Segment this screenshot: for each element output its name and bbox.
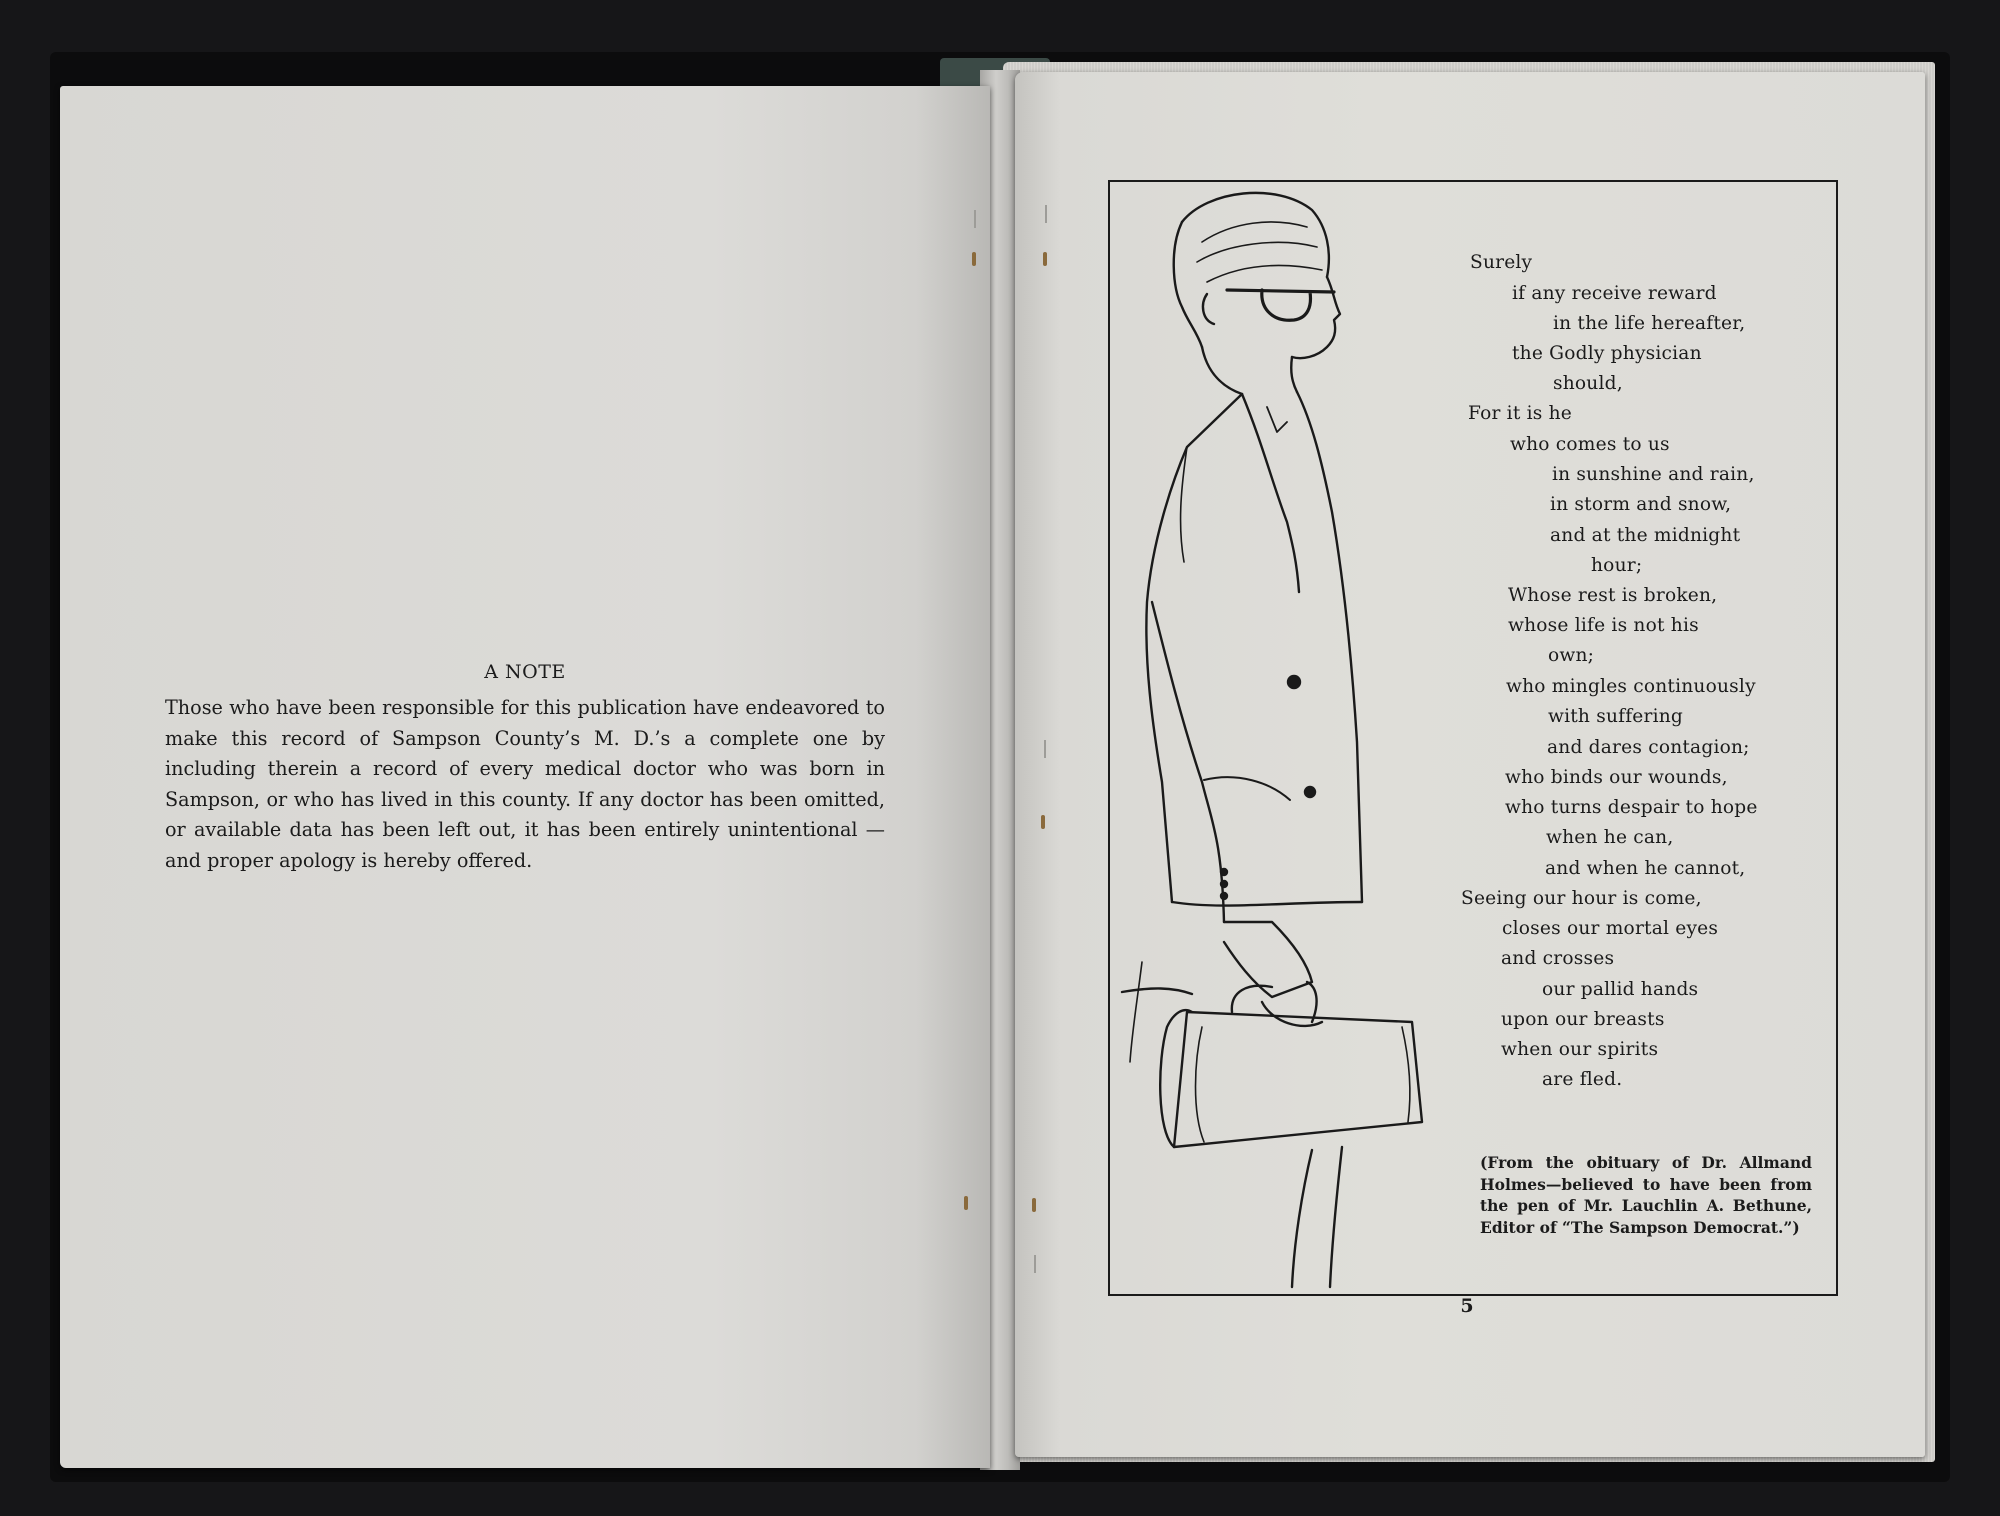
doctor-with-bag-icon <box>1112 182 1442 1292</box>
poem-line: when our spirits <box>1501 1039 1659 1060</box>
staple-mark <box>964 1196 968 1210</box>
page-number: 5 <box>1460 1295 1474 1317</box>
poem-line: when he can, <box>1546 827 1674 848</box>
poem-line: and crosses <box>1501 948 1615 969</box>
poem-line: Whose rest is broken, <box>1508 585 1718 606</box>
poem-line: are fled. <box>1542 1069 1623 1090</box>
poem-line: and when he cannot, <box>1545 858 1746 879</box>
poem-line: in sunshine and rain, <box>1552 464 1755 485</box>
poem-line: who mingles continuously <box>1506 676 1756 697</box>
poem-line: hour; <box>1591 555 1643 576</box>
poem-line: in storm and snow, <box>1550 494 1732 515</box>
poem-line: our pallid hands <box>1542 979 1699 1000</box>
poem-line: the Godly physician <box>1512 343 1702 364</box>
poem-line: For it is he <box>1468 403 1572 424</box>
poem-line: Surely <box>1470 252 1533 273</box>
poem-line: Seeing our hour is come, <box>1461 888 1702 909</box>
poem-line: upon our breasts <box>1501 1009 1665 1030</box>
poem-line: who comes to us <box>1510 434 1670 455</box>
staple-mark <box>972 252 976 266</box>
poem-line: closes our mortal eyes <box>1502 918 1719 939</box>
poem-line: who binds our wounds, <box>1505 767 1728 788</box>
note-body: Those who have been responsible for this publication have endeavored to make this record of Sampson County’s M. D.’s a complete one by including therein a record of every medical doctor who was born in Sampson, or who has lived in this county. If any doctor has been omitted, or available data has been left out, it has been entirely unintentional — and proper apology is hereby offered. <box>165 696 885 872</box>
note-heading: A NOTE <box>484 661 566 683</box>
binding-hole <box>974 210 976 228</box>
binding-hole <box>1044 740 1046 758</box>
poem-line: should, <box>1553 373 1623 394</box>
staple-mark <box>1043 252 1047 266</box>
poem-line: and at the midnight <box>1550 525 1741 546</box>
poem-line: if any receive reward <box>1512 283 1717 304</box>
binding-hole <box>1045 205 1047 223</box>
attribution-note: (From the obituary of Dr. Allmand Holmes—believed to have been from the pen of Mr. Lauchlin A. Bethune, Editor of “The Sampson Democrat.”) <box>1480 1153 1812 1237</box>
poem-line: in the life hereafter, <box>1553 313 1746 334</box>
staple-mark <box>1032 1198 1036 1212</box>
poem-line: with suffering <box>1548 706 1684 727</box>
staple-mark <box>1041 815 1045 829</box>
poem-line: own; <box>1548 645 1595 666</box>
poem-line: and dares contagion; <box>1547 737 1750 758</box>
poem-line: whose life is not his <box>1508 615 1699 636</box>
binding-hole <box>1034 1255 1036 1273</box>
poem-line: who turns despair to hope <box>1505 797 1758 818</box>
